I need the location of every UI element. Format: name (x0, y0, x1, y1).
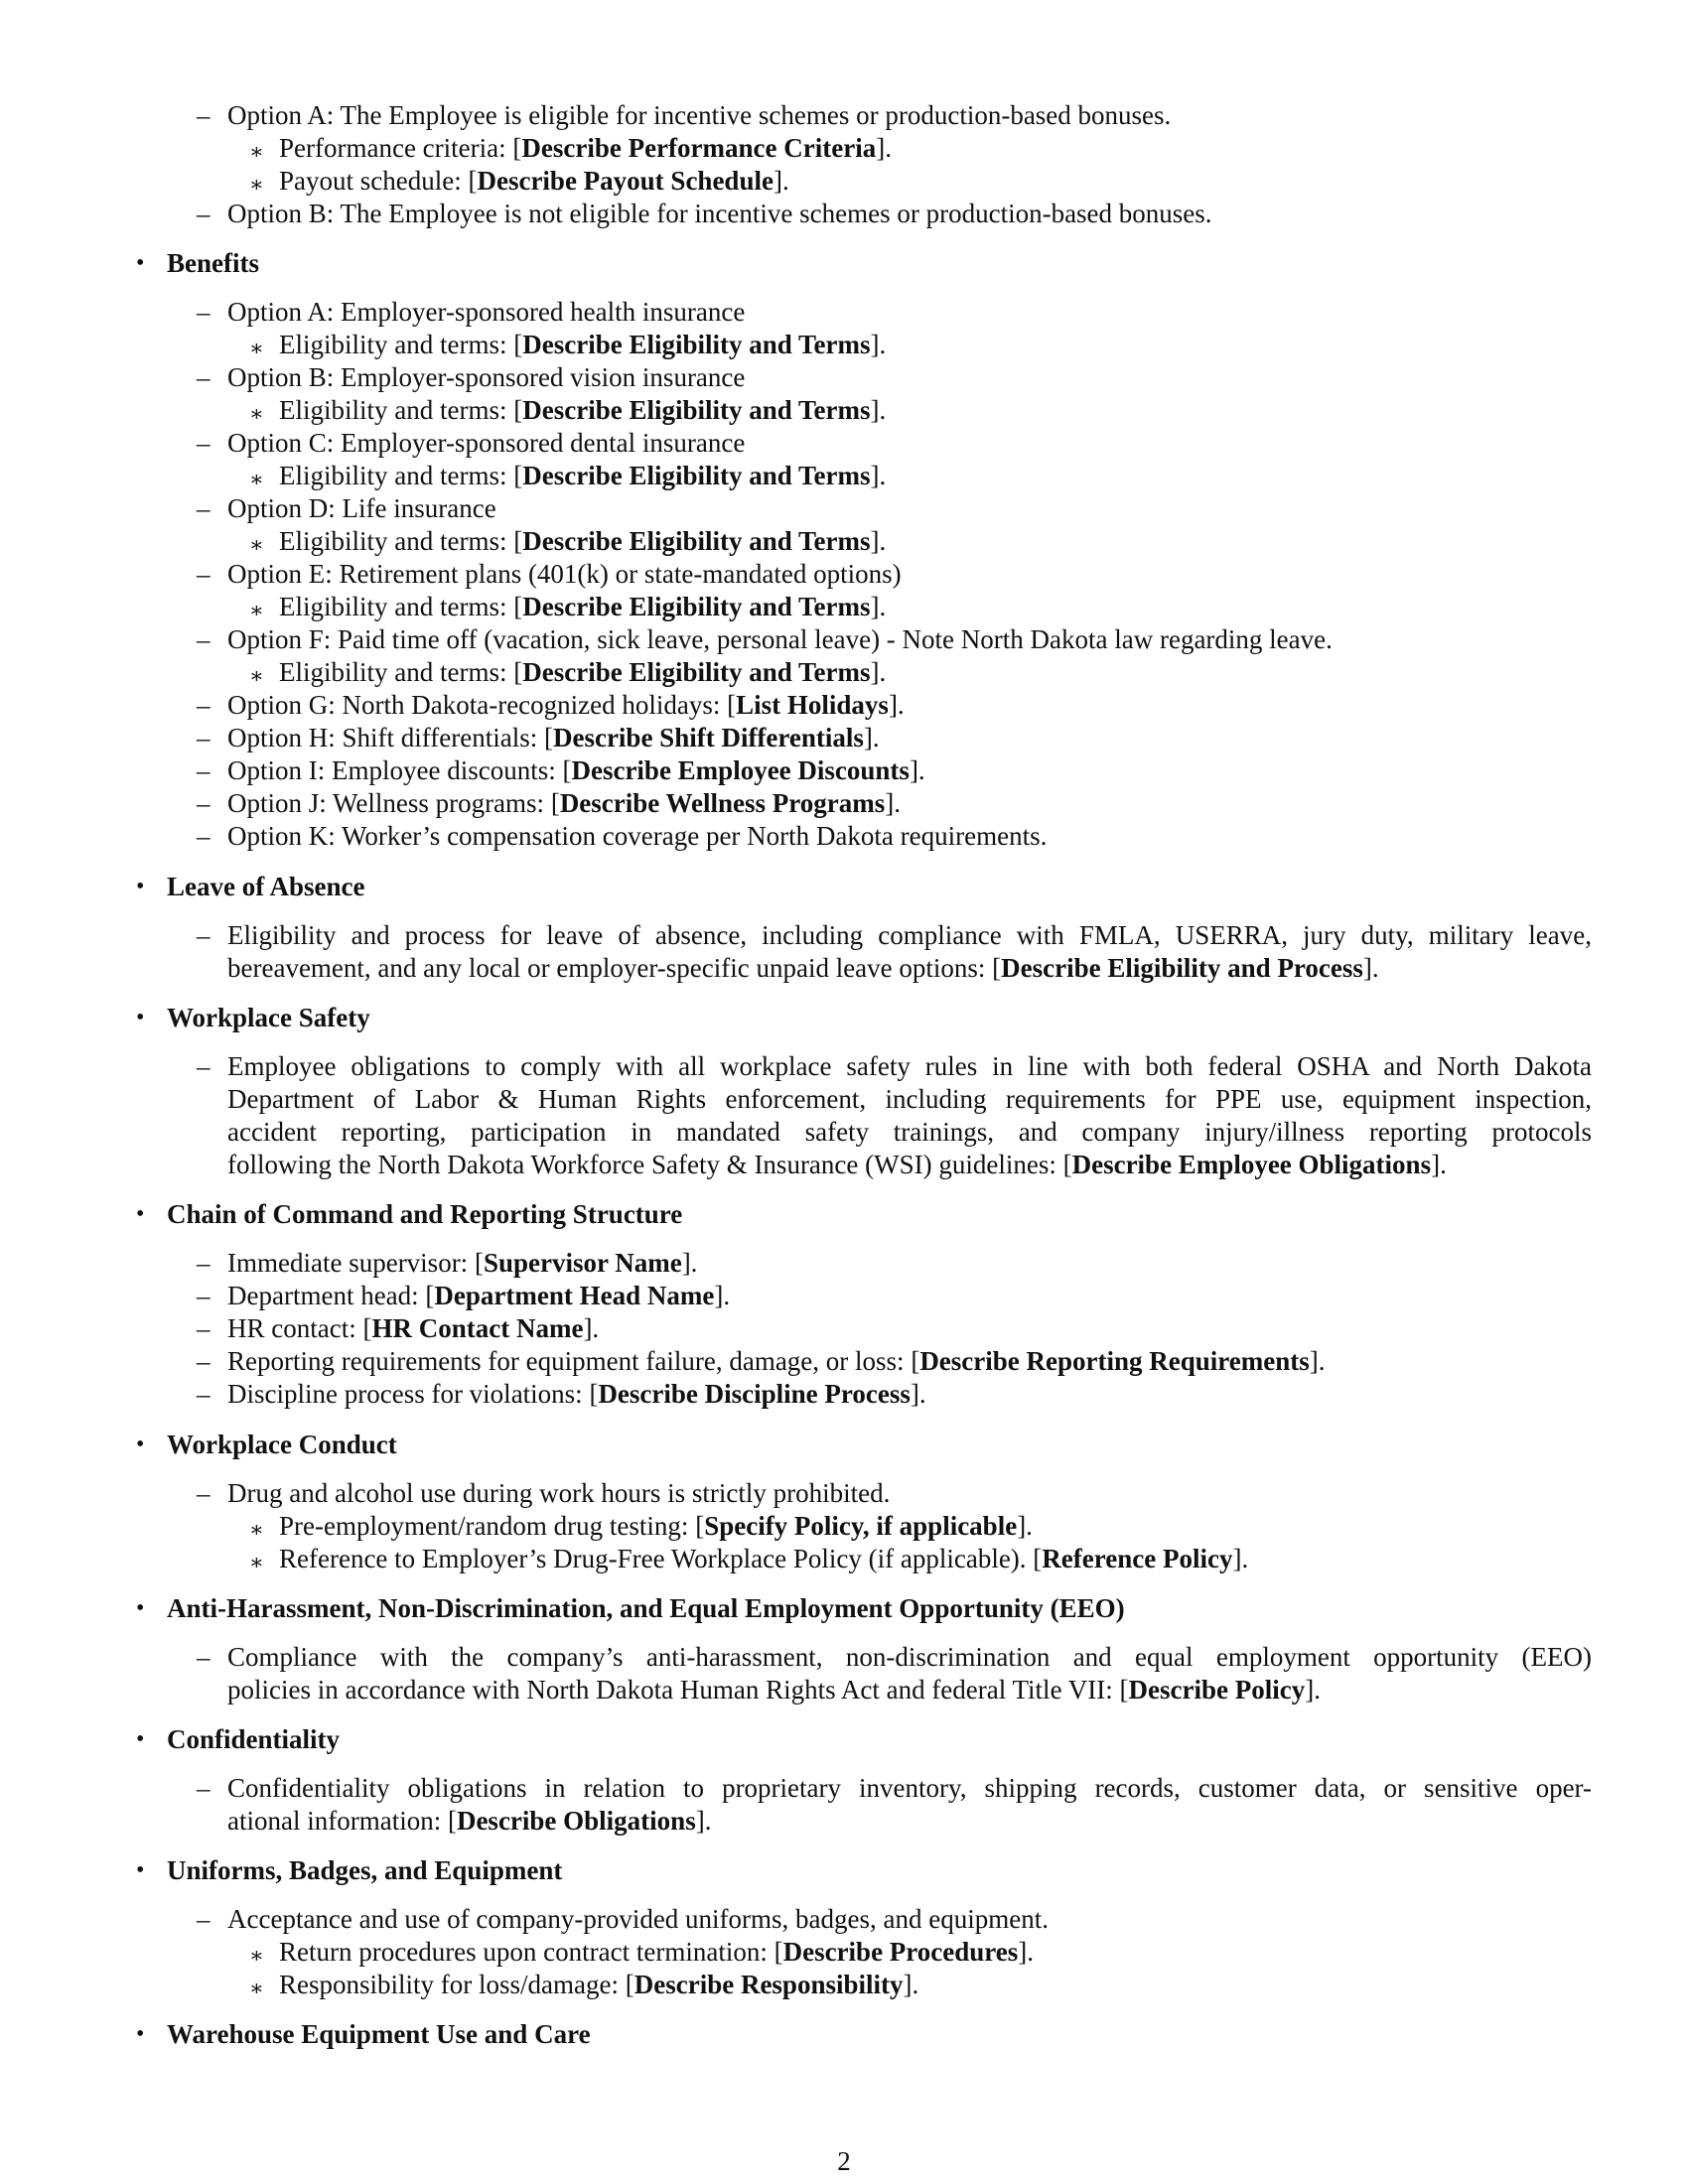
dash-marker: – (197, 788, 211, 818)
benefits-option-a: Option A: Employer-sponsored health insurance (227, 297, 746, 327)
dash-marker: – (197, 559, 211, 589)
bullet-marker: • (136, 1595, 145, 1621)
dash-marker: – (197, 1379, 211, 1409)
dash-marker: – (197, 199, 211, 228)
dash-marker: – (197, 100, 211, 130)
bullet-marker: • (136, 250, 145, 276)
bullet-marker: • (136, 2021, 145, 2047)
benefits-option-d: Option D: Life insurance (227, 493, 496, 523)
benefits-heading: Benefits (167, 248, 259, 278)
incentive-option-b: Option B: The Employee is not eligible for incentive schemes or production-based bonuses. (227, 199, 1212, 228)
chain-reporting: Reporting requirements for equipment failure, damage, or loss: [Describe Reporting Requirements]. (227, 1346, 1326, 1376)
leave-text-line: bereavement, and any local or employer-specific unpaid leave options: [Describe Eligibility and Process]. (227, 953, 1379, 983)
dash-marker: – (197, 1773, 211, 1803)
benefits-option-e: Option E: Retirement plans (401(k) or state-mandated options) (227, 559, 902, 589)
star-marker: ∗ (249, 1517, 264, 1542)
bullet-marker: • (136, 1201, 145, 1227)
benefits-option-j: Option J: Wellness programs: [Describe Wellness Programs]. (227, 788, 902, 818)
safety-heading: Workplace Safety (167, 1003, 370, 1032)
eeo-text-line: Compliance with the company’s anti-harassment, non-discrimination and equal employment opportunity (EEO) (227, 1642, 1592, 1672)
benefits-elig: Eligibility and terms: [Describe Eligibility and Terms]. (279, 657, 887, 687)
dash-marker: – (197, 1346, 211, 1376)
benefits-elig: Eligibility and terms: [Describe Eligibility and Terms]. (279, 330, 887, 359)
bullet-marker: • (136, 874, 145, 899)
leave-heading: Leave of Absence (167, 872, 365, 901)
dash-marker: – (197, 1904, 211, 1934)
benefits-option-g: Option G: North Dakota-recognized holidays: [List Holidays]. (227, 690, 905, 720)
dash-marker: – (197, 920, 211, 950)
star-marker: ∗ (249, 598, 264, 622)
benefits-elig: Eligibility and terms: [Describe Eligibility and Terms]. (279, 395, 887, 425)
incentive-criteria: Performance criteria: [Describe Performance Criteria]. (279, 133, 892, 163)
eeo-heading: Anti-Harassment, Non-Discrimination, and Equal Employment Opportunity (EEO) (167, 1593, 1125, 1623)
safety-text-line: Employee obligations to comply with all workplace safety rules in line with both federal OSHA and North Dakota (227, 1051, 1592, 1081)
dash-marker: – (197, 1642, 211, 1672)
incentive-payout: Payout schedule: [Describe Payout Schedule]. (279, 166, 789, 196)
dash-marker: – (197, 297, 211, 327)
dash-marker: – (197, 362, 211, 392)
dash-marker: – (197, 690, 211, 720)
uniforms-responsibility: Responsibility for loss/damage: [Describe Responsibility]. (279, 1970, 919, 1999)
star-marker: ∗ (249, 532, 264, 557)
benefits-elig: Eligibility and terms: [Describe Eligibility and Terms]. (279, 526, 887, 556)
benefits-option-b: Option B: Employer-sponsored vision insurance (227, 362, 746, 392)
confidentiality-text-line: Confidentiality obligations in relation to proprietary inventory, shipping records, customer data, or sensitive oper- (227, 1773, 1592, 1803)
warehouse-heading: Warehouse Equipment Use and Care (167, 2019, 591, 2049)
dash-marker: – (197, 493, 211, 523)
conduct-testing: Pre-employment/random drug testing: [Specify Policy, if applicable]. (279, 1511, 1033, 1541)
dash-marker: – (197, 1051, 211, 1081)
star-marker: ∗ (249, 401, 264, 426)
conduct-text: Drug and alcohol use during work hours is strictly prohibited. (227, 1478, 891, 1508)
star-marker: ∗ (249, 139, 264, 164)
dash-marker: – (197, 755, 211, 785)
benefits-option-h: Option H: Shift differentials: [Describe Shift Differentials]. (227, 723, 880, 752)
dash-marker: – (197, 1281, 211, 1310)
confidentiality-heading: Confidentiality (167, 1724, 341, 1754)
leave-text-line: Eligibility and process for leave of absence, including compliance with FMLA, USERRA, jury duty, military leave, (227, 920, 1592, 950)
chain-heading: Chain of Command and Reporting Structure (167, 1199, 683, 1229)
bullet-marker: • (136, 1857, 145, 1883)
benefits-elig: Eligibility and terms: [Describe Eligibility and Terms]. (279, 592, 887, 621)
star-marker: ∗ (249, 1976, 264, 2000)
dash-marker: – (197, 821, 211, 851)
safety-text-line: accident reporting, participation in mandated safety trainings, and company injury/illness reporting protocols (227, 1117, 1592, 1147)
dash-marker: – (197, 428, 211, 458)
chain-discipline: Discipline process for violations: [Describe Discipline Process]. (227, 1379, 926, 1409)
star-marker: ∗ (249, 172, 264, 197)
benefits-option-i: Option I: Employee discounts: [Describe Employee Discounts]. (227, 755, 925, 785)
star-marker: ∗ (249, 1550, 264, 1574)
benefits-option-k: Option K: Worker’s compensation coverage per North Dakota requirements. (227, 821, 1048, 851)
chain-hr-contact: HR contact: [HR Contact Name]. (227, 1313, 600, 1343)
chain-supervisor: Immediate supervisor: [Supervisor Name]. (227, 1248, 698, 1278)
uniforms-return: Return procedures upon contract termination: [Describe Procedures]. (279, 1937, 1035, 1967)
safety-text-line: following the North Dakota Workforce Safety & Insurance (WSI) guidelines: [Describe Employee Obligations]. (227, 1150, 1447, 1179)
benefits-option-c: Option C: Employer-sponsored dental insurance (227, 428, 746, 458)
confidentiality-text-line: ational information: [Describe Obligations]. (227, 1806, 712, 1836)
bullet-marker: • (136, 1726, 145, 1752)
benefits-elig: Eligibility and terms: [Describe Eligibility and Terms]. (279, 461, 887, 490)
dash-marker: – (197, 1248, 211, 1278)
incentive-option-a: Option A: The Employee is eligible for incentive schemes or production-based bonuses. (227, 100, 1172, 130)
dash-marker: – (197, 624, 211, 654)
conduct-policy: Reference to Employer’s Drug-Free Workplace Policy (if applicable). [Reference Policy]. (279, 1544, 1249, 1573)
chain-dept-head: Department head: [Department Head Name]. (227, 1281, 731, 1310)
uniforms-heading: Uniforms, Badges, and Equipment (167, 1855, 563, 1885)
star-marker: ∗ (249, 663, 264, 688)
star-marker: ∗ (249, 1943, 264, 1968)
star-marker: ∗ (249, 336, 264, 360)
dash-marker: – (197, 1313, 211, 1343)
dash-marker: – (197, 723, 211, 752)
page-number: 2 (837, 2146, 851, 2176)
safety-text-line: Department of Labor & Human Rights enforcement, including requirements for PPE use, equipment inspection, (227, 1084, 1592, 1114)
bullet-marker: • (136, 1432, 145, 1457)
uniforms-text: Acceptance and use of company-provided uniforms, badges, and equipment. (227, 1904, 1049, 1934)
conduct-heading: Workplace Conduct (167, 1430, 397, 1459)
dash-marker: – (197, 1478, 211, 1508)
eeo-text-line: policies in accordance with North Dakota Human Rights Act and federal Title VII: [Describe Policy]. (227, 1675, 1321, 1705)
star-marker: ∗ (249, 467, 264, 491)
bullet-marker: • (136, 1005, 145, 1030)
benefits-option-f: Option F: Paid time off (vacation, sick leave, personal leave) - Note North Dakota law regarding leave. (227, 624, 1333, 654)
